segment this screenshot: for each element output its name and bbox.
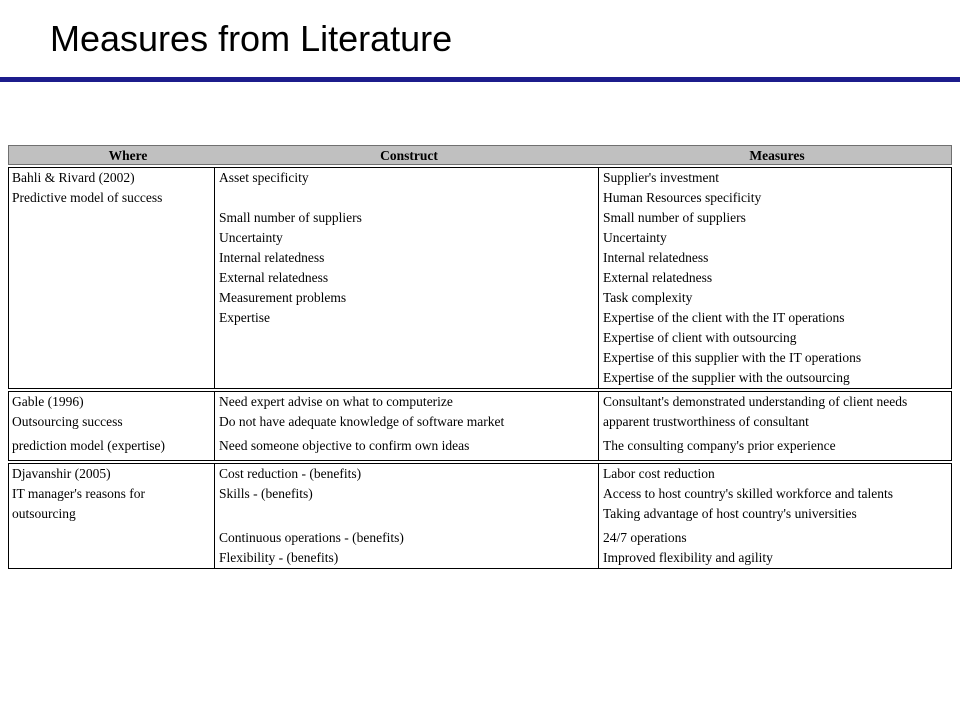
cell-measure: Small number of suppliers (603, 210, 746, 225)
header-measures: Measures (749, 148, 805, 163)
cell-where: Gable (1996) (12, 394, 84, 409)
table-group (8, 391, 952, 461)
cell-where: prediction model (expertise) (12, 438, 165, 453)
header-construct: Construct (380, 148, 438, 163)
table-row (9, 248, 951, 268)
cell-measure: Internal relatedness (603, 250, 709, 265)
cell-construct: Need expert advise on what to computerize (219, 394, 453, 409)
cell-construct: Skills - (benefits) (219, 486, 313, 501)
cell-measure: Improved flexibility and agility (603, 550, 773, 565)
cell-measure: Labor cost reduction (603, 466, 715, 481)
cell-where: outsourcing (12, 506, 76, 521)
table-row (9, 504, 951, 528)
cell-construct: Small number of suppliers (219, 210, 362, 225)
cell-measure: Taking advantage of host country's universities (603, 506, 857, 521)
cell-measure: 24/7 operations (603, 530, 687, 545)
table-group (8, 167, 952, 389)
cell-construct: Continuous operations - (benefits) (219, 530, 404, 545)
table-header (8, 145, 952, 165)
table-row (9, 412, 951, 436)
cell-construct: Uncertainty (219, 230, 283, 245)
table-row (9, 168, 951, 188)
table-row (9, 436, 951, 460)
table-row (9, 328, 951, 348)
cell-where: Outsourcing success (12, 414, 123, 429)
cell-where: IT manager's reasons for (12, 486, 146, 501)
cell-construct: Expertise (219, 310, 270, 325)
table-row (9, 268, 951, 288)
cell-measure: Task complexity (603, 290, 693, 305)
cell-where: Predictive model of success (12, 190, 163, 205)
cell-measure: Access to host country's skilled workforce and talents (603, 486, 893, 501)
cell-construct: Internal relatedness (219, 250, 325, 265)
cell-construct: Do not have adequate knowledge of software market (219, 414, 505, 429)
cell-measure: Consultant's demonstrated understanding of client needs (603, 394, 908, 409)
cell-measure: apparent trustworthiness of consultant (603, 414, 809, 429)
cell-measure: Human Resources specificity (603, 190, 762, 205)
header-where: Where (108, 148, 148, 163)
table-row (9, 464, 951, 484)
table-row (9, 228, 951, 248)
cell-construct: External relatedness (219, 270, 329, 285)
cell-measure: Expertise of the client with the IT operations (603, 310, 845, 325)
cell-measure: Expertise of the supplier with the outsourcing (603, 370, 850, 385)
title-underline (0, 77, 960, 82)
table-group (8, 463, 952, 569)
table-row (9, 528, 951, 548)
table-row (9, 484, 951, 504)
cell-measure: Expertise of client with outsourcing (603, 330, 797, 345)
cell-measure: Supplier's investment (603, 170, 720, 185)
cell-where: Djavanshir (2005) (12, 466, 111, 481)
measures-table (8, 145, 952, 569)
cell-construct: Measurement problems (219, 290, 347, 305)
cell-construct: Flexibility - (benefits) (219, 550, 339, 565)
table-row (9, 548, 951, 568)
cell-construct: Asset specificity (219, 170, 309, 185)
cell-construct: Cost reduction - (benefits) (219, 466, 362, 481)
table-row (9, 392, 951, 412)
cell-measure: Expertise of this supplier with the IT operations (603, 350, 862, 365)
page-title: Measures from Literature (50, 18, 453, 59)
cell-measure: External relatedness (603, 270, 713, 285)
table-row (9, 368, 951, 388)
cell-where: Bahli & Rivard (2002) (12, 170, 135, 185)
cell-measure: Uncertainty (603, 230, 667, 245)
table-row (9, 208, 951, 228)
table-row (9, 308, 951, 328)
table-body (8, 167, 952, 569)
table-row (9, 188, 951, 208)
cell-construct: Need someone objective to confirm own ideas (219, 438, 470, 453)
table-row (9, 288, 951, 308)
cell-measure: The consulting company's prior experience (603, 438, 836, 453)
table-row (9, 348, 951, 368)
